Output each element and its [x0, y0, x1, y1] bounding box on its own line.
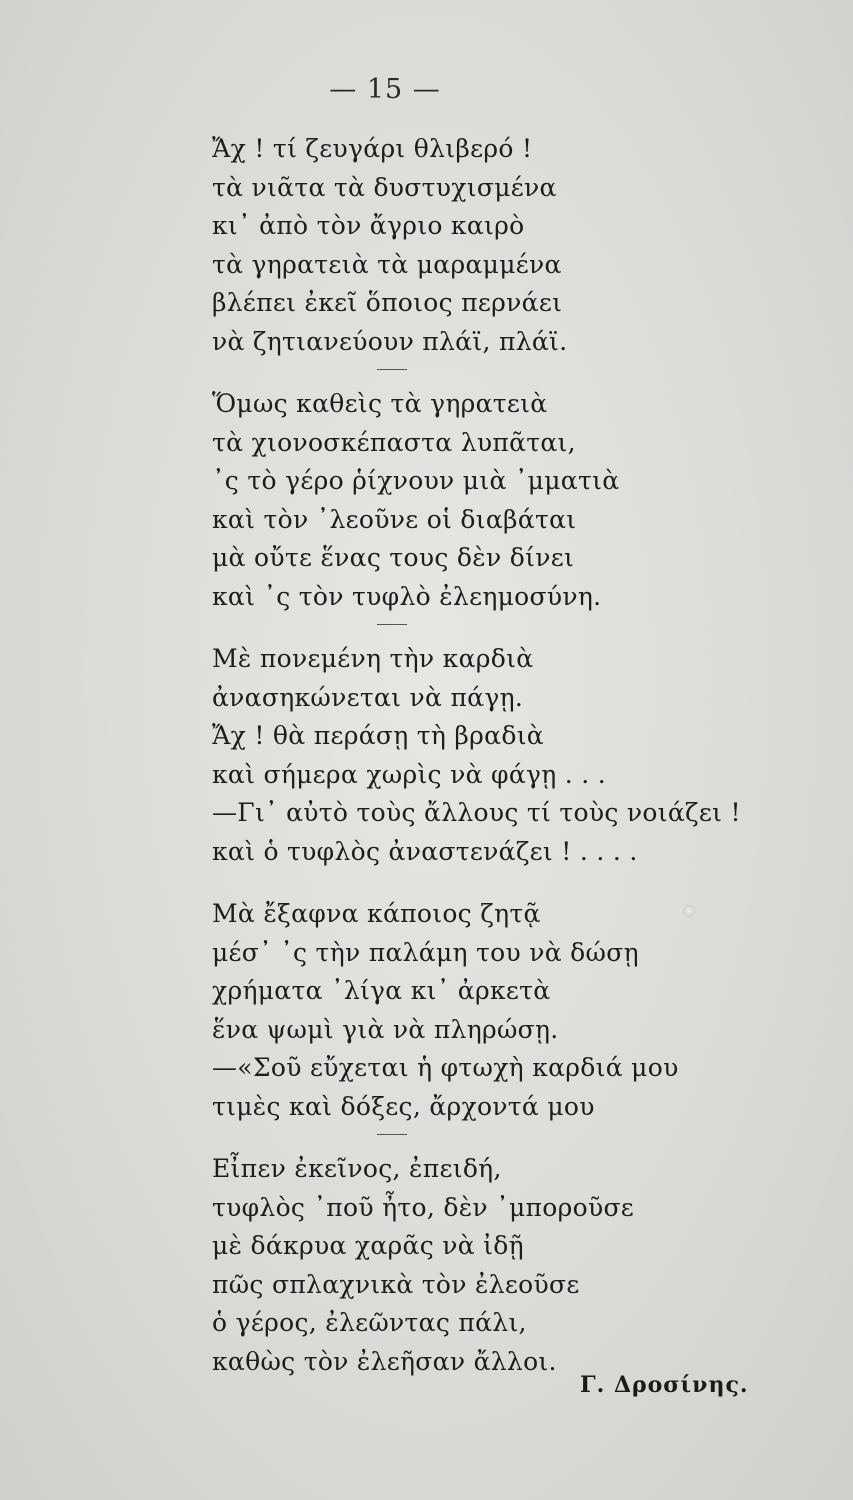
poem-line: Εἶπεν ἐκεῖνος, ἐπειδή,	[212, 1154, 502, 1183]
poem-line: Ἄχ ! θὰ περάσῃ τὴ βραδιὰ	[212, 721, 544, 750]
poem-line: καὶ ὁ τυφλὸς ἀναστενάζει ! . . . .	[212, 836, 638, 866]
poem-line: νὰ ζητιανεύουν πλάϊ, πλάϊ.	[212, 326, 568, 356]
paper-spot	[683, 905, 695, 917]
poem-line: κι᾽ ἀπὸ τὸν ἄγριο καιρὸ	[212, 211, 525, 240]
poem-line: καὶ σήμερα χωρὶς νὰ φάγῃ . . .	[212, 759, 607, 789]
stanza-3	[212, 640, 812, 871]
poem-line: ἕνα ψωμὶ γιὰ νὰ πληρώσῃ.	[212, 1014, 559, 1044]
poem-line: τιμὲς καὶ δόξες, ἄρχοντά μου	[212, 1091, 595, 1121]
poem-line: πῶς σπλαχνικὰ τὸν ἐλεοῦσε	[212, 1269, 580, 1299]
poem-line: καὶ ᾽ς τὸν τυφλὸ ἐλεημοσύνη.	[212, 581, 602, 611]
stanza-separator	[212, 1126, 812, 1150]
poem-line: —Γι᾽ αὐτὸ τοὺς ἄλλους τί τοὺς νοιάζει !	[212, 798, 741, 827]
poem-line: καθὼς τὸν ἐλεῆσαν ἄλλοι.	[212, 1346, 557, 1376]
poem-line: ἀνασηκώνεται νὰ πάγῃ.	[212, 682, 524, 712]
stanza-2	[212, 385, 812, 616]
poem-line: Μὰ ἔξαφνα κάποιος ζητᾷ	[212, 899, 541, 928]
stanza-1	[212, 130, 812, 361]
poem-line: μέσ᾽ ᾽ς τὴν παλάμη του νὰ δώσῃ	[212, 937, 639, 967]
stanza-separator	[212, 361, 812, 385]
poem-line: τὰ γηρατειὰ τὰ μαραμμένα	[212, 249, 562, 279]
poem-line: χρήματα ᾽λίγα κι᾽ ἀρκετὰ	[212, 976, 551, 1005]
poem-line: μὲ δάκρυα χαρᾶς νὰ ἰδῇ	[212, 1231, 524, 1260]
poem-line: Μὲ πονεμένη τὴν καρδιὰ	[212, 644, 534, 673]
poem	[212, 130, 812, 1381]
poem-line: μὰ οὔτε ἕνας τους δὲν δίνει	[212, 543, 575, 572]
poem-line: καὶ τὸν ᾽λεοῦνε οἱ διαβάται	[212, 504, 577, 534]
author-signature: Γ. Δροσίνης.	[580, 1372, 749, 1398]
stanza-5	[212, 1150, 812, 1381]
poem-line: τὰ χιονοσκέπαστα λυπᾶται,	[212, 427, 576, 457]
poem-line: τυφλὸς ᾽ποῦ ἦτο, δὲν ᾽μποροῦσε	[212, 1192, 635, 1222]
page-number: — 15 —	[329, 74, 441, 105]
stanza-separator	[212, 616, 812, 640]
stanza-4	[212, 895, 812, 1126]
poem-line: Ἄχ ! τί ζευγάρι θλιβερό !	[212, 134, 533, 163]
poem-line: Ὅμως καθεὶς τὰ γηρατειὰ	[212, 389, 548, 418]
poem-line: ὁ γέρος, ἐλεῶντας πάλι,	[212, 1308, 527, 1337]
poem-line: ᾽ς τὸ γέρο ῥίχνουν μιὰ ᾽μματιὰ	[212, 466, 620, 495]
poem-line: τὰ νιᾶτα τὰ δυστυχισμένα	[212, 172, 557, 202]
poem-line: βλέπει ἐκεῖ ὅποιος περνάει	[212, 288, 563, 317]
poem-line: —«Σοῦ εὔχεται ἡ φτωχὴ καρδιά μου	[212, 1053, 679, 1082]
